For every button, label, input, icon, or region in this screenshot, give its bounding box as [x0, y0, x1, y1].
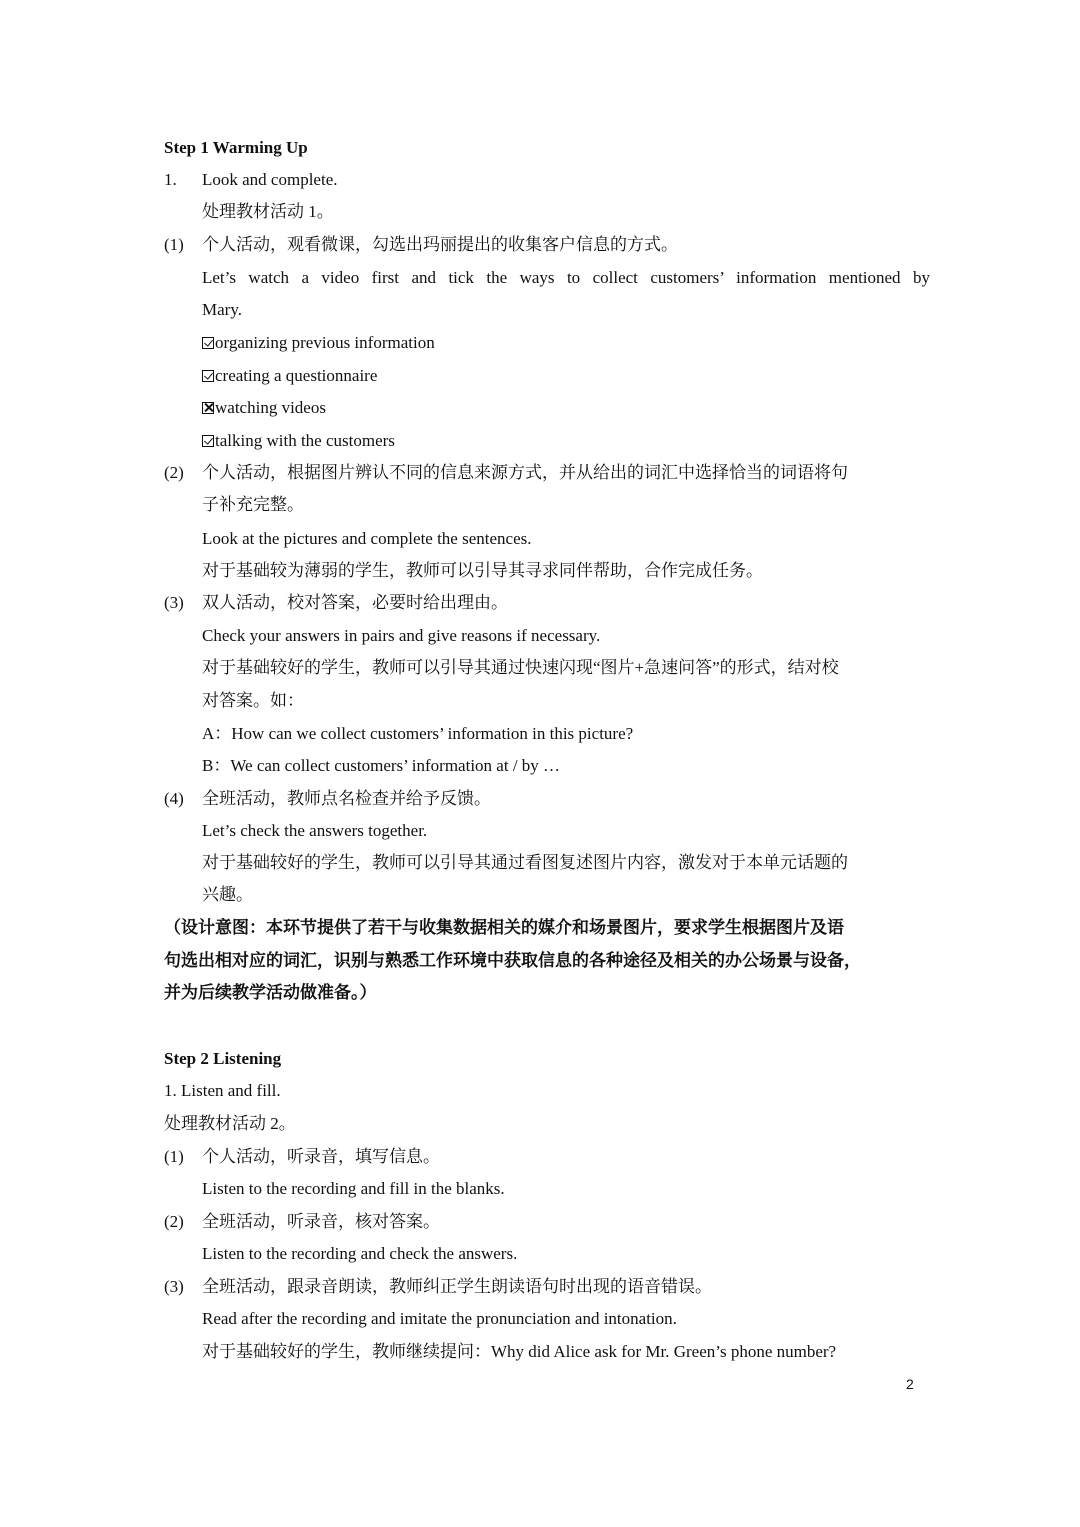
step2-item-title: 1. Listen and fill.: [164, 1081, 281, 1100]
activity-number: (1): [164, 1147, 184, 1166]
step1-heading: Step 1 Warming Up: [164, 138, 308, 157]
activity-number: (1): [164, 235, 184, 254]
checkbox-checked-icon: [202, 337, 214, 349]
teacher-note-cont: 兴趣。: [202, 885, 253, 904]
activity-number: (3): [164, 593, 184, 612]
dialogue-line-b: B：We can collect customers’ information at / by …: [202, 756, 561, 775]
step1-item-note: 处理教材活动 1。: [202, 202, 334, 221]
teacher-note: 对于基础较为薄弱的学生，教师可以引导其寻求同伴帮助，合作完成任务。: [202, 561, 763, 580]
option-item: [202, 332, 435, 354]
activity-instruction-cn: 个人活动，根据图片辨认不同的信息来源方式，并从给出的词汇中选择恰当的词语将句: [202, 463, 848, 482]
page-number: 2: [906, 1376, 914, 1392]
activity-number: (3): [164, 1277, 184, 1296]
option-label: organizing previous information: [215, 333, 435, 352]
activity-instruction-en: Read after the recording and imitate the pronunciation and intonation.: [202, 1309, 677, 1328]
activity-instruction-en: Check your answers in pairs and give reasons if necessary.: [202, 626, 601, 645]
option-item: [202, 397, 326, 419]
activity-instruction-en-cont: Mary.: [202, 300, 242, 319]
option-label: talking with the customers: [215, 431, 395, 450]
design-intent-cont: 并为后续教学活动做准备。）: [164, 983, 377, 1002]
activity-instruction-cn: 双人活动，校对答案，必要时给出理由。: [202, 593, 508, 612]
activity-instruction-cn: 个人活动，观看微课，勾选出玛丽提出的收集客户信息的方式。: [202, 235, 678, 254]
activity-instruction-en: Listen to the recording and fill in the blanks.: [202, 1179, 505, 1198]
step2-heading: Step 2 Listening: [164, 1049, 282, 1068]
activity-number: (2): [164, 463, 184, 482]
activity-instruction-cn-cont: 子补充完整。: [202, 495, 304, 514]
activity-instruction-cn: 全班活动，跟录音朗读，教师纠正学生朗读语句时出现的语音错误。: [202, 1277, 712, 1296]
activity-instruction-en: Listen to the recording and check the answers.: [202, 1244, 518, 1263]
design-intent: （设计意图：本环节提供了若干与收集数据相关的媒介和场景图片，要求学生根据图片及语: [164, 918, 844, 937]
step1-item-title: Look and complete.: [202, 170, 338, 189]
option-item: [202, 430, 395, 452]
checkbox-checked-icon: [202, 435, 214, 447]
activity-instruction-en: Let’s watch a video first and tick the ways to collect customers’ information mentioned by: [202, 268, 930, 287]
activity-instruction-cn: 个人活动，听录音，填写信息。: [202, 1147, 440, 1166]
activity-number: (2): [164, 1212, 184, 1231]
option-label: watching videos: [215, 398, 326, 417]
option-label: creating a questionnaire: [215, 366, 378, 385]
activity-instruction-cn: 全班活动，教师点名检查并给予反馈。: [202, 789, 491, 808]
step1-item-number: 1.: [164, 170, 177, 189]
activity-instruction-en: Look at the pictures and complete the sentences.: [202, 529, 532, 548]
teacher-note-cont: 对答案。如：: [202, 691, 304, 710]
option-item: [202, 365, 377, 387]
checkbox-crossed-icon: [202, 402, 214, 414]
teacher-note: 对于基础较好的学生，教师继续提问：Why did Alice ask for Mr. Green’s phone number?: [202, 1342, 837, 1361]
dialogue-line-a: A：How can we collect customers’ information in this picture?: [202, 724, 634, 743]
activity-instruction-cn: 全班活动，听录音，核对答案。: [202, 1212, 440, 1231]
teacher-note: 对于基础较好的学生，教师可以引导其通过看图复述图片内容，激发对于本单元话题的: [202, 853, 848, 872]
checkbox-checked-icon: [202, 370, 214, 382]
activity-number: (4): [164, 789, 184, 808]
teacher-note: 对于基础较好的学生，教师可以引导其通过快速闪现“图片+急速问答”的形式，结对校: [202, 658, 839, 677]
design-intent-cont: 句选出相对应的词汇，识别与熟悉工作环境中获取信息的各种途径及相关的办公场景与设备，: [164, 951, 861, 970]
step2-item-note: 处理教材活动 2。: [164, 1114, 296, 1133]
activity-instruction-en: Let’s check the answers together.: [202, 821, 428, 840]
